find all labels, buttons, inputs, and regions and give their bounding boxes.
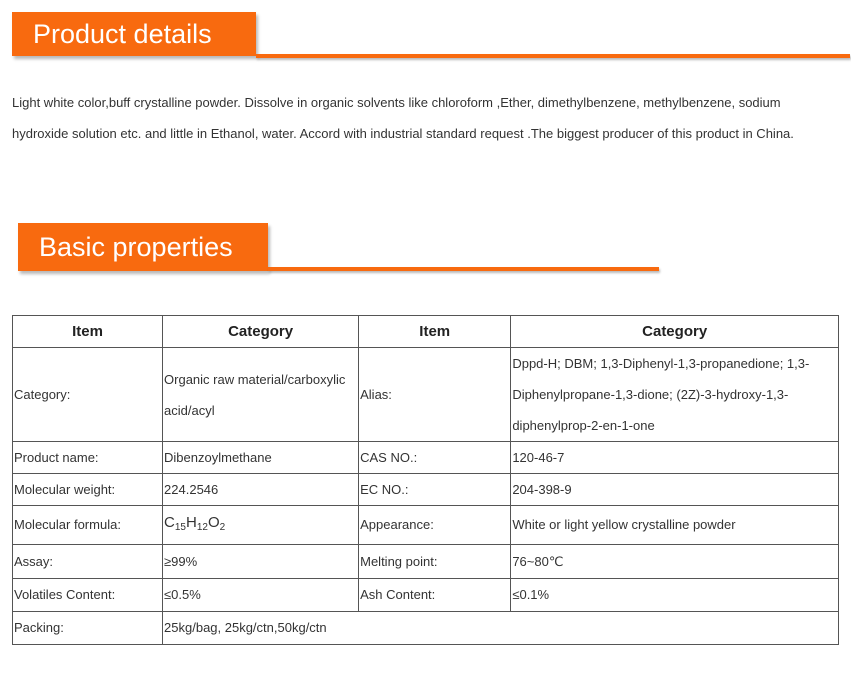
row-value: 76~80℃ bbox=[511, 545, 839, 579]
row-value: ≤0.5% bbox=[163, 579, 359, 612]
row-label: Melting point: bbox=[359, 545, 511, 579]
formula-subscript: 2 bbox=[219, 521, 226, 533]
molecular-formula-value bbox=[163, 506, 359, 545]
row-value: Organic raw material/carboxylic acid/acyl bbox=[163, 348, 359, 442]
table-row bbox=[13, 612, 839, 645]
formula-element: O bbox=[207, 513, 220, 531]
row-label: CAS NO.: bbox=[359, 442, 511, 474]
row-label: Volatiles Content: bbox=[13, 579, 163, 612]
row-value: 25kg/bag, 25kg/ctn,50kg/ctn bbox=[163, 612, 839, 645]
header-item-2: Item bbox=[359, 316, 511, 348]
row-value: Dibenzoylmethane bbox=[163, 442, 359, 474]
product-description: Light white color,buff crystalline powder. Dissolve in organic solvents like chloroform ,Ether, dimethylbenzene, methylbenzene, sodium hydroxide solution etc. and little in Ethanol, water. Accord with industrial standard request .The biggest producer of this product in China. bbox=[12, 95, 794, 141]
formula-element: C bbox=[164, 513, 175, 531]
header-category-2: Category bbox=[511, 316, 839, 348]
basic-properties-rule bbox=[268, 267, 659, 271]
table-row bbox=[13, 474, 839, 506]
properties-table bbox=[12, 315, 839, 645]
formula-subscript: 15 bbox=[174, 521, 186, 533]
table-row bbox=[13, 545, 839, 579]
basic-properties-title: Basic properties bbox=[18, 223, 268, 271]
formula-subscript: 12 bbox=[196, 521, 208, 533]
row-label: Category: bbox=[13, 348, 163, 442]
row-value: 224.2546 bbox=[163, 474, 359, 506]
row-value: Dppd-H; DBM; 1,3-Diphenyl-1,3-propanedione; 1,3-Diphenylpropane-1,3-dione; (2Z)-3-hydroxy-1,3-diphenylprop-2-en-1-one bbox=[511, 348, 839, 442]
row-label: Assay: bbox=[13, 545, 163, 579]
row-label: Alias: bbox=[359, 348, 511, 442]
row-label: Packing: bbox=[13, 612, 163, 645]
formula-element: H bbox=[186, 513, 197, 531]
row-label: Molecular formula: bbox=[13, 506, 163, 545]
product-details-title: Product details bbox=[12, 12, 256, 56]
row-label: Appearance: bbox=[359, 506, 511, 545]
row-value: 120-46-7 bbox=[511, 442, 839, 474]
row-value: White or light yellow crystalline powder bbox=[511, 506, 839, 545]
row-label: Molecular weight: bbox=[13, 474, 163, 506]
table-header-row bbox=[13, 316, 839, 348]
row-label: EC NO.: bbox=[359, 474, 511, 506]
product-details-rule bbox=[256, 54, 850, 58]
row-label: Ash Content: bbox=[359, 579, 511, 612]
row-value: ≥99% bbox=[163, 545, 359, 579]
table-row bbox=[13, 506, 839, 545]
row-label: Product name: bbox=[13, 442, 163, 474]
table-row bbox=[13, 579, 839, 612]
row-value: 204-398-9 bbox=[511, 474, 839, 506]
header-item-1: Item bbox=[13, 316, 163, 348]
table-row bbox=[13, 442, 839, 474]
header-category-1: Category bbox=[163, 316, 359, 348]
row-value: ≤0.1% bbox=[511, 579, 839, 612]
table-row bbox=[13, 348, 839, 442]
